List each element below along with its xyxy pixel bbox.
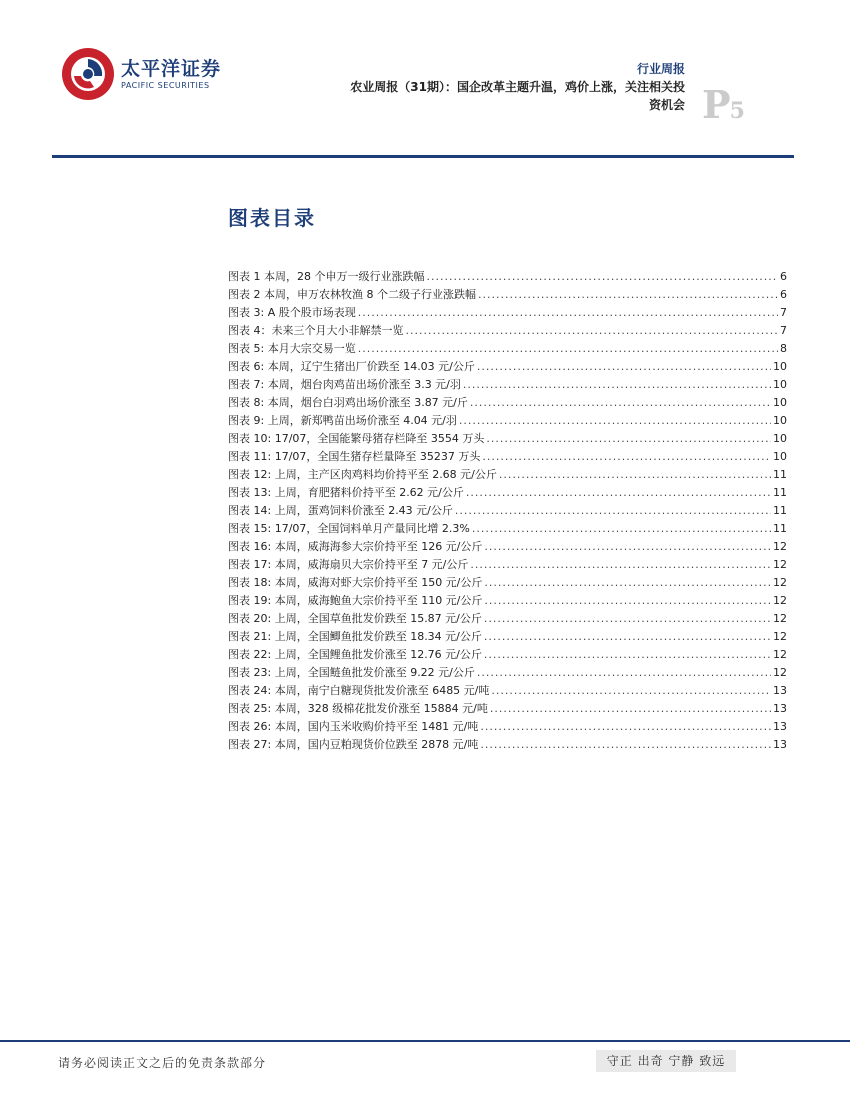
toc-dot-leader	[477, 358, 771, 376]
toc-item-page: 10	[773, 450, 787, 463]
toc-item[interactable]	[228, 682, 787, 700]
toc-item-label: 图表 24: 本周，南宁白糖现货批发价涨至 6485 元/吨	[228, 684, 490, 697]
toc-item[interactable]	[228, 628, 787, 646]
toc-item-page: 10	[773, 414, 787, 427]
toc-item[interactable]	[228, 718, 787, 736]
report-title	[265, 78, 685, 114]
toc-item[interactable]	[228, 376, 787, 394]
toc-item-page: 11	[773, 504, 787, 517]
page-number	[702, 82, 744, 127]
toc-dot-leader	[491, 682, 771, 700]
toc-item-label: 图表 27: 本周，国内豆粕现货价位跌至 2878 元/吨	[228, 738, 479, 751]
toc-item-label: 图表 26: 本周，国内玉米收购价持平至 1481 元/吨	[228, 720, 479, 733]
toc-item-label: 图表 4：未来三个月大小非解禁一览	[228, 324, 404, 337]
toc-item[interactable]	[228, 412, 787, 430]
toc-item-page: 11	[773, 486, 787, 499]
toc-item[interactable]	[228, 700, 787, 718]
toc-item-page: 10	[773, 378, 787, 391]
toc-list	[228, 268, 787, 754]
toc-item-label: 图表 18: 本周，威海对虾大宗价持平至 150 元/公斤	[228, 576, 483, 589]
toc-item-page: 12	[773, 594, 787, 607]
toc-dot-leader	[470, 556, 771, 574]
toc-dot-leader	[358, 340, 778, 358]
toc-item-label: 图表 2 本周，申万农林牧渔 8 个二级子行业涨跌幅	[228, 288, 476, 301]
logo-chinese-name: 太平洋证券	[121, 58, 222, 80]
footer-disclaimer: 请务必阅读正文之后的免责条款部分	[58, 1056, 267, 1070]
toc-item-page: 11	[773, 468, 787, 481]
toc-dot-leader	[478, 286, 778, 304]
toc-item-label: 图表 21: 上周，全国鲫鱼批发价跌至 18.34 元/公斤	[228, 630, 482, 643]
toc-item-label: 图表 7: 本周，烟台肉鸡苗出场价涨至 3.3 元/羽	[228, 378, 461, 391]
toc-dot-leader	[484, 592, 771, 610]
toc-item-label: 图表 23: 上周，全国鲢鱼批发价涨至 9.22 元/公斤	[228, 666, 475, 679]
toc-item[interactable]	[228, 286, 787, 304]
toc-item-page: 13	[773, 702, 787, 715]
toc-dot-leader	[472, 520, 771, 538]
toc-item[interactable]	[228, 268, 787, 286]
toc-item-page: 12	[773, 540, 787, 553]
toc-dot-leader	[482, 448, 771, 466]
toc-item[interactable]	[228, 430, 787, 448]
toc-item-page: 12	[773, 648, 787, 661]
toc-item-page: 12	[773, 630, 787, 643]
toc-item[interactable]	[228, 466, 787, 484]
report-header	[265, 60, 685, 114]
toc-dot-leader	[499, 466, 771, 484]
toc-item-label: 图表 17: 本周，威海扇贝大宗价持平至 7 元/公斤	[228, 558, 469, 571]
toc-item-page: 10	[773, 432, 787, 445]
toc-dot-leader	[480, 718, 771, 736]
toc-item[interactable]	[228, 538, 787, 556]
toc-item-label: 图表 15: 17/07，全国饲料单月产量同比增 2.3%	[228, 522, 470, 535]
toc-dot-leader	[455, 502, 771, 520]
pacific-securities-logo-icon	[60, 46, 116, 102]
toc-item-page: 13	[773, 738, 787, 751]
toc-item[interactable]	[228, 448, 787, 466]
toc-dot-leader	[459, 412, 771, 430]
toc-item-page: 11	[773, 522, 787, 535]
logo-english-name: PACIFIC SECURITIES	[121, 81, 210, 90]
toc-dot-leader	[484, 538, 771, 556]
toc-item-label: 图表 22: 上周，全国鲤鱼批发价涨至 12.76 元/公斤	[228, 648, 482, 661]
toc-dot-leader	[484, 628, 771, 646]
toc-dot-leader	[477, 664, 771, 682]
toc-item[interactable]	[228, 610, 787, 628]
toc-heading: 图表目录	[228, 206, 316, 230]
report-type: 行业周报	[636, 62, 685, 76]
toc-item[interactable]	[228, 394, 787, 412]
toc-item[interactable]	[228, 502, 787, 520]
report-title-line-2: 资机会	[648, 98, 685, 112]
toc-item-label: 图表 16: 本周，威海海参大宗价持平至 126 元/公斤	[228, 540, 483, 553]
toc-item-label: 图表 14: 上周，蛋鸡饲料价涨至 2.43 元/公斤	[228, 504, 453, 517]
company-logo	[60, 46, 230, 106]
toc-item[interactable]	[228, 574, 787, 592]
toc-dot-leader	[484, 574, 771, 592]
page-number-value: 5	[729, 98, 744, 124]
toc-item[interactable]	[228, 736, 787, 754]
toc-item[interactable]	[228, 592, 787, 610]
toc-item[interactable]	[228, 484, 787, 502]
toc-item-label: 图表 1 本周，28 个申万一级行业涨跌幅	[228, 270, 425, 283]
header-divider	[52, 155, 794, 158]
toc-dot-leader	[486, 430, 771, 448]
toc-item-label: 图表 19: 本周，威海鲍鱼大宗价持平至 110 元/公斤	[228, 594, 483, 607]
toc-item-page: 12	[773, 558, 787, 571]
toc-item-label: 图表 5: 本月大宗交易一览	[228, 342, 356, 355]
toc-item[interactable]	[228, 664, 787, 682]
toc-item[interactable]	[228, 520, 787, 538]
toc-item-label: 图表 11: 17/07，全国生猪存栏量降至 35237 万头	[228, 450, 481, 463]
toc-item-page: 7	[780, 324, 787, 337]
toc-dot-leader	[466, 484, 771, 502]
toc-item-page: 10	[773, 360, 787, 373]
footer-motto: 守正 出奇 宁静 致远	[596, 1050, 736, 1072]
toc-dot-leader	[490, 700, 771, 718]
toc-dot-leader	[470, 394, 771, 412]
toc-item-label: 图表 12: 上周，主产区肉鸡料均价持平至 2.68 元/公斤	[228, 468, 497, 481]
toc-item-page: 12	[773, 666, 787, 679]
footer-divider	[0, 1040, 850, 1042]
toc-dot-leader	[484, 646, 771, 664]
toc-item-label: 图表 3: A 股个股市场表现	[228, 306, 356, 319]
report-title-line-1: 农业周报（31期）：国企改革主题升温，鸡价上涨，关注相关投	[350, 80, 685, 94]
toc-item-label: 图表 25: 本周，328 级棉花批发价涨至 15884 元/吨	[228, 702, 488, 715]
toc-item-page: 10	[773, 396, 787, 409]
toc-item-page: 6	[780, 270, 787, 283]
toc-dot-leader	[406, 322, 779, 340]
toc-item-label: 图表 20: 上周，全国草鱼批发价跌至 15.87 元/公斤	[228, 612, 482, 625]
toc-item-label: 图表 9: 上周，新郑鸭苗出场价涨至 4.04 元/羽	[228, 414, 457, 427]
toc-item-page: 8	[780, 342, 787, 355]
toc-item-page: 6	[780, 288, 787, 301]
toc-dot-leader	[480, 736, 771, 754]
toc-item-label: 图表 10: 17/07，全国能繁母猪存栏降至 3554 万头	[228, 432, 485, 445]
toc-item[interactable]	[228, 340, 787, 358]
toc-dot-leader	[463, 376, 771, 394]
toc-item-label: 图表 8: 本周，烟台白羽鸡出场价涨至 3.87 元/斤	[228, 396, 468, 409]
toc-item-label: 图表 6: 本周，辽宁生猪出厂价跌至 14.03 元/公斤	[228, 360, 475, 373]
toc-item[interactable]	[228, 358, 787, 376]
toc-item-label: 图表 13: 上周，育肥猪料价持平至 2.62 元/公斤	[228, 486, 464, 499]
toc-item-page: 13	[773, 684, 787, 697]
page-number-prefix: P	[702, 82, 730, 127]
toc-item[interactable]	[228, 304, 787, 322]
toc-item-page: 12	[773, 612, 787, 625]
toc-item-page: 12	[773, 576, 787, 589]
toc-dot-leader	[484, 610, 771, 628]
toc-dot-leader	[426, 268, 778, 286]
toc-item-page: 7	[780, 306, 787, 319]
toc-item[interactable]	[228, 646, 787, 664]
toc-item[interactable]	[228, 322, 787, 340]
toc-dot-leader	[358, 304, 778, 322]
toc-item-page: 13	[773, 720, 787, 733]
toc-item[interactable]	[228, 556, 787, 574]
